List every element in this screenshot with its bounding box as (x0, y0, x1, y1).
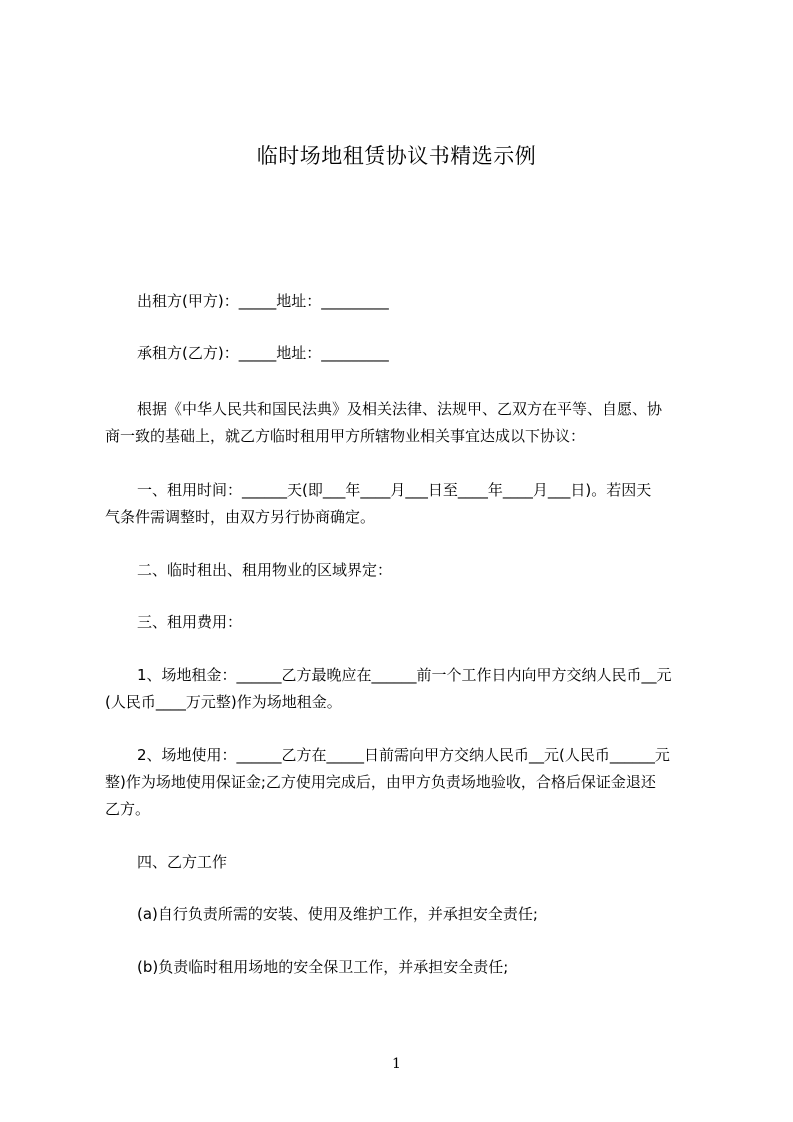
venue-rent-line-1: 1、场地租金：______乙方最晚应在______前一个工作日内向甲方交纳人民币__元 (137, 666, 672, 684)
preamble-line-2: 商一致的基础上，就乙方临时租用甲方所辖物业相关事宜达成以下协议： (105, 427, 586, 445)
venue-use-line-1: 2、场地使用：______乙方在_____日前需向甲方交纳人民币__元(人民币______元 (137, 746, 670, 764)
page-number: 1 (392, 1056, 401, 1072)
rental-period-line-1: 一、租用时间：______天(即___年____月___日至____年____月___日)。若因天 (137, 481, 652, 499)
preamble-line-1: 根据《中华人民共和国民法典》及相关法律、法规甲、乙双方在平等、自愿、协 (137, 400, 663, 418)
section-two-heading: 二、临时租出、租用物业的区域界定： (137, 561, 393, 579)
document-title: 临时场地租赁协议书精选示例 (256, 144, 537, 168)
rental-period-line-2: 气条件需调整时，由双方另行协商确定。 (105, 508, 376, 526)
lessor-line: 出租方(甲方)：_____地址：_________ (137, 292, 389, 310)
duty-a-line: (a)自行负责所需的安装、使用及维护工作，并承担安全责任; (137, 905, 538, 923)
venue-use-line-2: 整)作为场地使用保证金;乙方使用完成后，由甲方负责场地验收，合格后保证金退还 (105, 773, 656, 791)
section-three-heading: 三、租用费用： (137, 613, 243, 631)
venue-rent-line-2: (人民币____万元整)作为场地租金。 (105, 693, 342, 711)
duty-b-line: (b)负责临时租用场地的安全保卫工作，并承担安全责任; (137, 958, 509, 976)
section-four-heading: 四、乙方工作 (137, 853, 228, 871)
lessee-line: 承租方(乙方)：_____地址：_________ (137, 344, 389, 362)
venue-use-line-3: 乙方。 (105, 800, 151, 818)
